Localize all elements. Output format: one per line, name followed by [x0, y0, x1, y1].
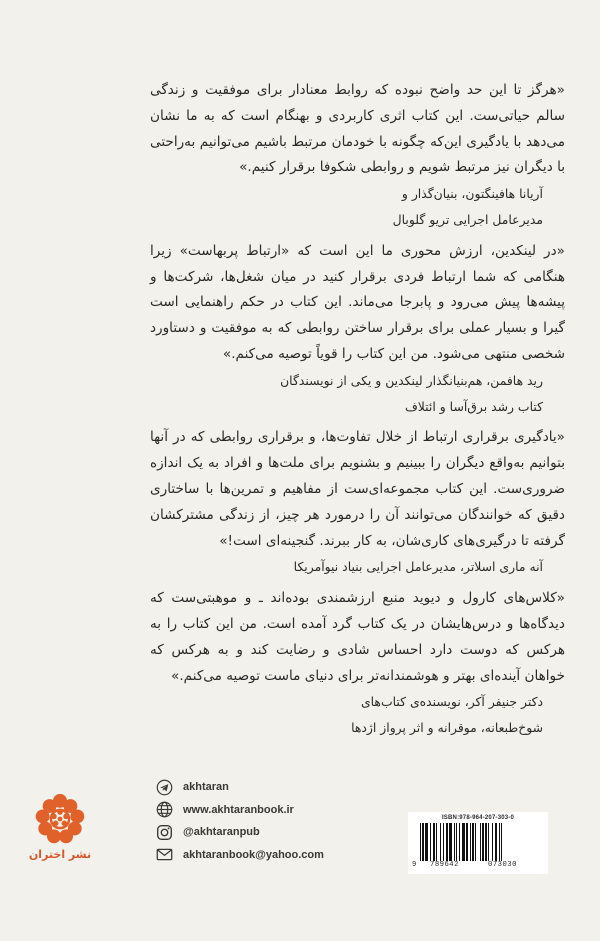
- barcode-bar: [482, 823, 484, 861]
- barcode-bar: [466, 823, 468, 861]
- contact-list: [155, 776, 324, 866]
- barcode-bar: [480, 823, 481, 861]
- quote-3-author-line-1: آنه ماری اسلاتر، مدیرعامل اجرایی بنیاد نیوآمریکا: [293, 559, 543, 575]
- contact-telegram: [155, 776, 324, 799]
- quote-1-author-line-2: مدیرعامل اجرایی تریو گلوبال: [392, 211, 543, 227]
- publisher-name: نشر اختران: [28, 848, 92, 861]
- barcode-bar: [456, 823, 457, 861]
- contact-email: [155, 844, 324, 867]
- quote-1-author-line-1: آریانا هافینگتون، بنیان‌گذار و: [401, 186, 543, 202]
- barcode-bar: [488, 823, 489, 861]
- email-address: akhtaranbook@yahoo.com: [183, 848, 324, 861]
- barcode-bar: [420, 823, 421, 861]
- barcode-bar: [436, 823, 437, 861]
- quote-4: «کلاس‌های کارول و دیوید منبع ارزشمندی بوده‌اند ـ و موهبتی‌ست که دیدگاه‌ها و درس‌هایشان در یک کتاب گرد آمده است. من این کتاب را به هرکس که دوست دارد احساس شادی و رضایت کند و به هرکس که خواهان آینده‌ای بهتر و هوشمندانه‌تر برای دنیای ماست توصیه می‌کنم.»: [150, 590, 565, 684]
- telegram-icon: [155, 778, 173, 796]
- barcode-digit-left: 9: [412, 861, 417, 869]
- quote-2-author-line-2: کتاب رشد برق‌آسا و ائتلاف: [404, 398, 543, 414]
- barcode-group-2: 073030: [488, 861, 517, 869]
- barcode-bar: [433, 823, 435, 861]
- globe-icon: [155, 801, 173, 819]
- barcode-bar: [440, 823, 441, 861]
- barcode-bar: [422, 823, 424, 861]
- barcode-bar: [495, 823, 497, 861]
- quote-2-author-line-1: رید هافمن، هم‌بنیانگذار لینکدین و یکی از نویسندگان: [280, 372, 543, 388]
- barcode-bar: [499, 823, 500, 861]
- barcode-bar: [462, 823, 465, 861]
- back-cover-text: [150, 78, 565, 741]
- barcode-bar: [449, 823, 452, 861]
- quote-4-author-line-1: دکتر جنیفر آکر، نویسنده‌ی کتاب‌های: [360, 694, 543, 710]
- website-url: www.akhtaranbook.ir: [183, 803, 294, 816]
- telegram-handle: akhtaran: [183, 781, 229, 794]
- barcode-bar: [454, 823, 455, 861]
- barcode-bar: [475, 823, 476, 861]
- instagram-icon: [155, 823, 173, 841]
- quote-4-author-line-2: شوخ‌طبعانه، موقرانه و اثر پرواز اژدها: [351, 720, 543, 736]
- instagram-handle: @akhtaranpub: [183, 826, 260, 839]
- barcode-bar: [443, 823, 444, 861]
- barcode-bar: [470, 823, 471, 861]
- barcode: [408, 812, 548, 874]
- barcode-bar: [446, 823, 448, 861]
- barcode-bar: [492, 823, 493, 861]
- publisher-logo: [28, 792, 92, 872]
- barcode-bar: [501, 823, 502, 861]
- quote-1: «هرگز تا این حد واضح نبوده که روابط معنادار برای موفقیت و زندگی سالم حیاتی‌ست. این کتاب اثری کاربردی و بهنگام است که به ما نشان می‌دهد با یادگیری این‌که چگونه با خودمان مرتبط باشیم می‌توانیم به‌راحتی با دیگران نیز مرتبط شویم و روابطی شکوفا برقرار کنیم.»: [150, 82, 565, 176]
- quote-3: «یادگیری برقراری ارتباط از خلال تفاوت‌ها، و برقراری روابطی که در آنها بتوانیم به‌واقع دیگران را ببینیم و بشنویم برای ملت‌ها و افراد به یک اندازه ضروری‌ست. این کتاب مجموعه‌ای‌ست از مفاهیم و تمرین‌ها با ساختاری دقیق که خوانندگان می‌توانند آن را درمورد هر چیز، از زندگی مشترکشان گرفته تا درگیری‌های کاری‌شان، به کار ببرند. گنجینه‌ای است!»: [150, 429, 565, 549]
- barcode-bar: [459, 823, 460, 861]
- flower-logo-icon: [34, 792, 86, 846]
- barcode-bars: [420, 823, 538, 861]
- quote-2: «در لینکدین، ارزش محوری ما این است که «ارتباط پربهاست» زیرا هنگامی که شما ارتباط فردی برقرار کنید در میان شغل‌ها، شرکت‌ها و پیشه‌ها پیش می‌رود و پابرجا می‌ماند. این کتاب در حکم راهنمایی است گیرا و بسیار عملی برای برقرار ساختن روابطی که به موفقیت و دستاورد شخصی منتهی می‌شود. من این کتاب را قویاً توصیه می‌کنم.»: [150, 242, 565, 362]
- barcode-group-1: 789642: [430, 861, 459, 869]
- barcode-bar: [485, 823, 487, 861]
- barcode-bar: [472, 823, 474, 861]
- contact-website: [155, 799, 324, 822]
- barcode-bar: [425, 823, 428, 861]
- envelope-icon: [155, 846, 173, 864]
- contact-instagram: [155, 821, 324, 844]
- barcode-bar: [430, 823, 431, 861]
- isbn-text: ISBN:978-964-207-303-0: [441, 815, 515, 821]
